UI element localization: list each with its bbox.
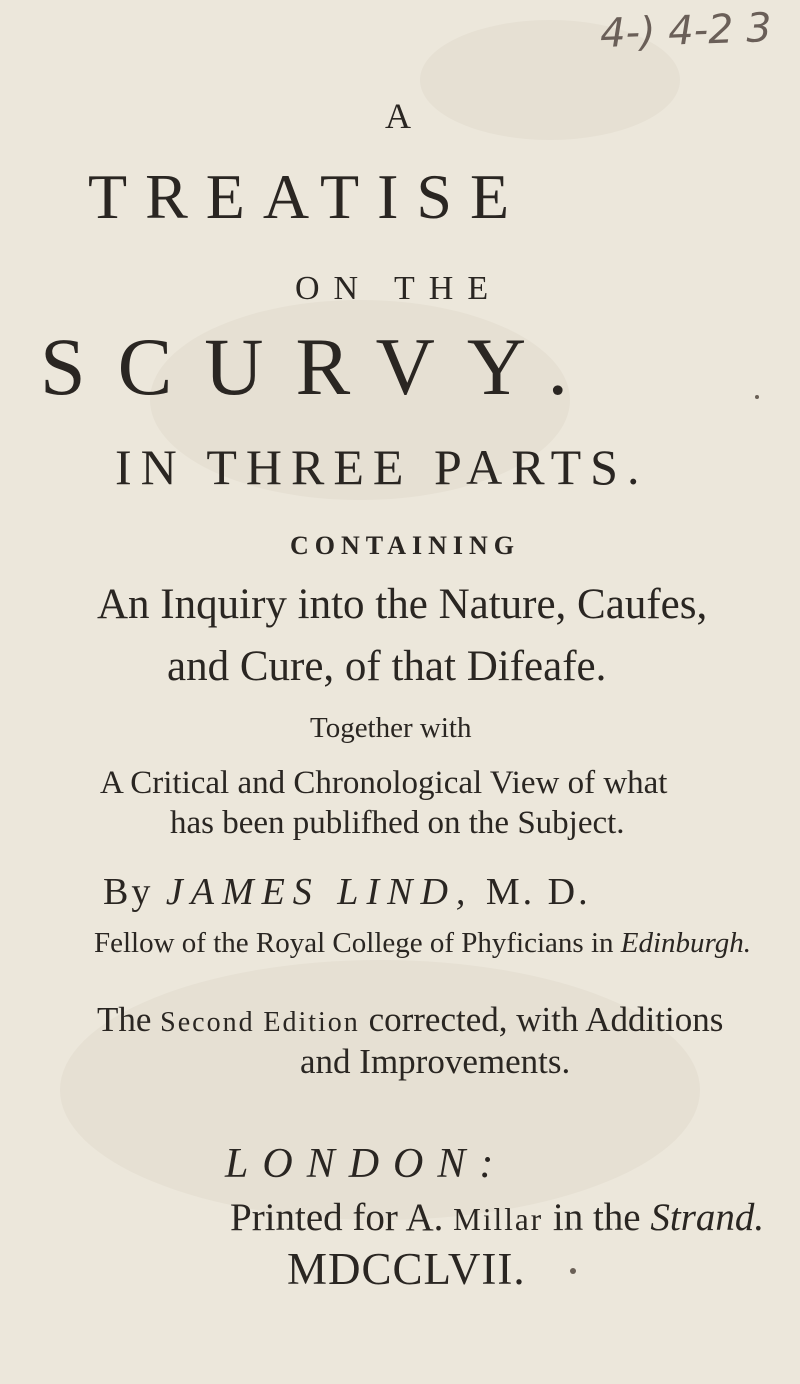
ink-speck (755, 395, 759, 399)
fellowship-text: Fellow of the Royal College of Phyficians in (94, 927, 614, 959)
edition-word: Edition (263, 1007, 360, 1038)
imprint-in-the: in the (552, 1196, 641, 1239)
edition-line1 (97, 1000, 723, 1040)
author-line (103, 870, 591, 914)
title-connector: ON THE (295, 270, 503, 307)
author-degree: M. D. (485, 871, 591, 913)
contents-inquiry-line1: An Inquiry into the Nature, Caufes, (97, 581, 708, 628)
edition-rest: corrected, with Additions (368, 1000, 724, 1039)
contents-inquiry-line2: and Cure, of that Difeafe. (167, 643, 607, 690)
imprint-printed-for: Printed for A. (230, 1196, 444, 1239)
containing-label: CONTAINING (290, 531, 520, 560)
edition-second: Second (160, 1007, 255, 1038)
title-main: TREATISE (88, 161, 528, 232)
edition-line2: and Improvements. (300, 1042, 571, 1081)
title-article: A (385, 96, 411, 136)
imprint-city: LONDON: (225, 1141, 508, 1187)
edition-the: The (97, 1000, 152, 1039)
title-parts: IN THREE PARTS. (115, 439, 649, 495)
author-fellowship (94, 927, 751, 960)
imprint-date: MDCCLVII. (287, 1244, 526, 1294)
contents-critical-line2: has been publifhed on the Subject. (170, 805, 625, 841)
imprint-street: Strand. (650, 1196, 765, 1239)
author-name: JAMES LIND, (165, 871, 474, 913)
imprint-printer-line (230, 1195, 764, 1240)
author-prefix: By (103, 871, 154, 913)
title-subject: SCURVY. (40, 321, 601, 412)
fellowship-city: Edinburgh. (620, 927, 751, 959)
handwritten-shelfmark: 4-) 4-2 3 (599, 5, 773, 57)
contents-together: Together with (310, 712, 472, 744)
contents-critical-line1: A Critical and Chronological View of what (100, 765, 668, 801)
imprint-printer: Millar (453, 1202, 544, 1237)
ink-speck (570, 1268, 576, 1274)
